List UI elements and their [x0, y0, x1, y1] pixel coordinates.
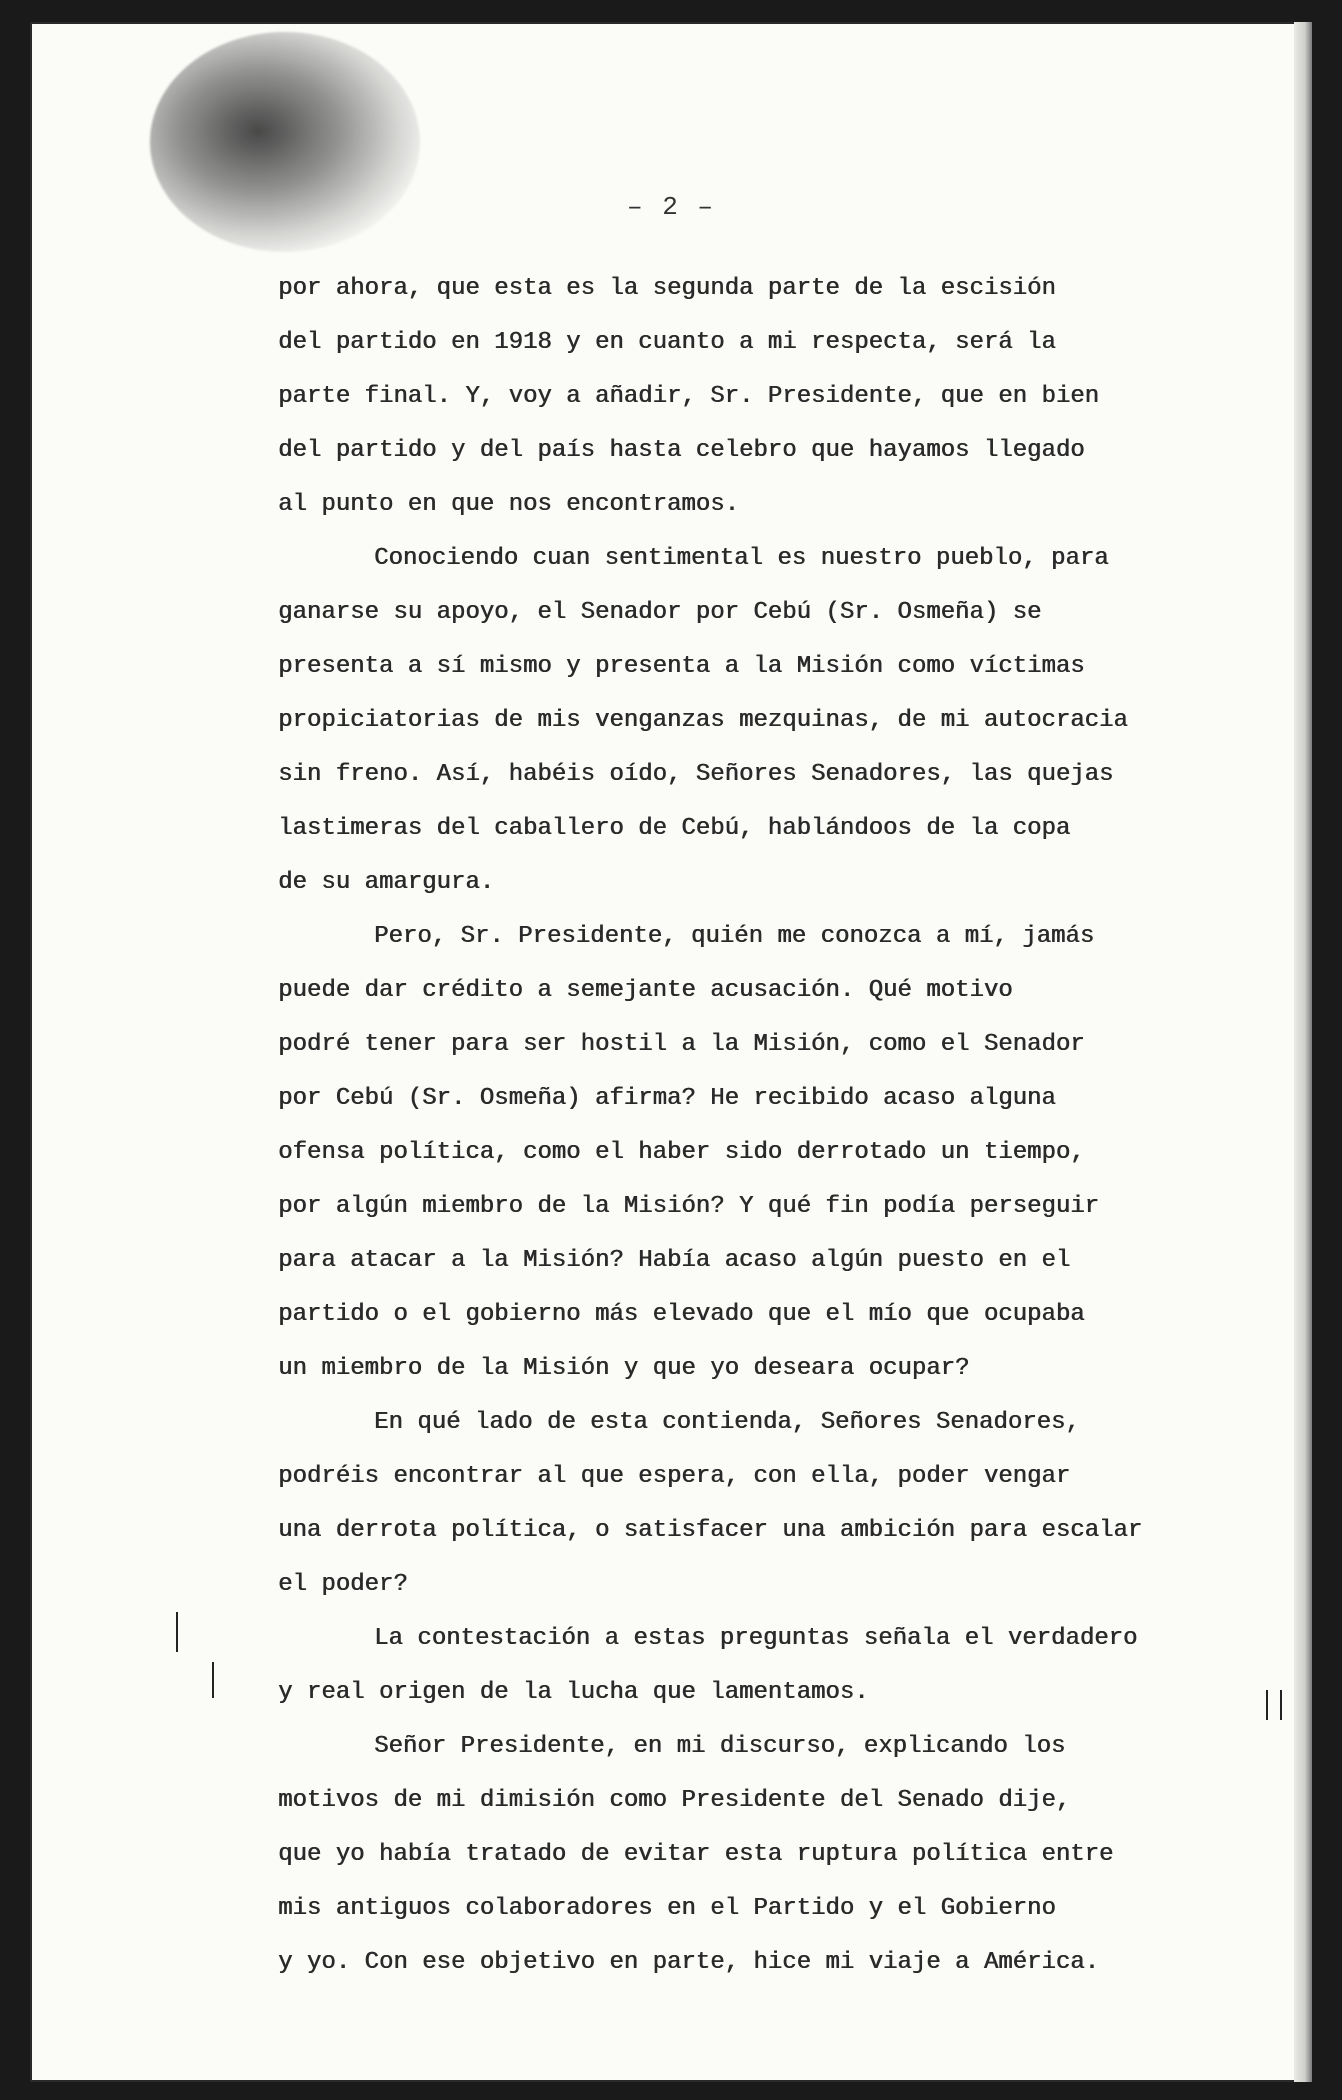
text-line: parte final. Y, voy a añadir, Sr. Presidente, que en bien	[278, 383, 1099, 410]
text-line: propiciatorias de mis venganzas mezquinas, de mi autocracia	[278, 707, 1128, 734]
text-line: puede dar crédito a semejante acusación. Qué motivo	[278, 977, 1013, 1004]
text-line: presenta a sí mismo y presenta a la Misión como víctimas	[278, 653, 1085, 680]
text-line: para atacar a la Misión? Había acaso algún puesto en el	[278, 1247, 1071, 1274]
text-line: de su amargura.	[278, 869, 495, 896]
text-line: una derrota política, o satisfacer una ambición para escalar	[278, 1517, 1143, 1544]
text-line: por ahora, que esta es la segunda parte de la escisión	[278, 275, 1056, 302]
margin-mark	[176, 1612, 178, 1652]
margin-mark	[1280, 1690, 1282, 1720]
margin-mark	[1266, 1690, 1268, 1720]
text-line: del partido y del país hasta celebro que hayamos llegado	[278, 437, 1085, 464]
text-line: el poder?	[278, 1571, 408, 1598]
text-line: del partido en 1918 y en cuanto a mi respecta, será la	[278, 329, 1056, 356]
text-line: Pero, Sr. Presidente, quién me conozca a mí, jamás	[374, 923, 1095, 950]
text-line: Señor Presidente, en mi discurso, explicando los	[374, 1733, 1066, 1760]
text-line: y real origen de la lucha que lamentamos.	[278, 1679, 869, 1706]
text-line: Conociendo cuan sentimental es nuestro pueblo, para	[374, 545, 1109, 572]
text-line: ofensa política, como el haber sido derrotado un tiempo,	[278, 1139, 1085, 1166]
document-page	[30, 22, 1312, 2082]
text-line: un miembro de la Misión y que yo deseara ocupar?	[278, 1355, 970, 1382]
page-number: – 2 –	[626, 192, 715, 222]
text-line: podréis encontrar al que espera, con ella, poder vengar	[278, 1463, 1071, 1490]
text-line: por Cebú (Sr. Osmeña) afirma? He recibido acaso alguna	[278, 1085, 1056, 1112]
text-line: motivos de mi dimisión como Presidente del Senado dije,	[278, 1787, 1071, 1814]
text-line: sin freno. Así, habéis oído, Señores Senadores, las quejas	[278, 761, 1114, 788]
text-line: partido o el gobierno más elevado que el mío que ocupaba	[278, 1301, 1085, 1328]
page-edge	[1294, 22, 1312, 2082]
text-line: que yo había tratado de evitar esta ruptura política entre	[278, 1841, 1114, 1868]
text-line: y yo. Con ese objetivo en parte, hice mi viaje a América.	[278, 1949, 1099, 1976]
text-line: En qué lado de esta contienda, Señores Senadores,	[374, 1409, 1080, 1436]
text-line: lastimeras del caballero de Cebú, hablándoos de la copa	[278, 815, 1071, 842]
text-line: podré tener para ser hostil a la Misión, como el Senador	[278, 1031, 1085, 1058]
document-body	[278, 262, 1258, 1990]
text-line: al punto en que nos encontramos.	[278, 491, 739, 518]
text-line: por algún miembro de la Misión? Y qué fin podía perseguir	[278, 1193, 1099, 1220]
text-line: mis antiguos colaboradores en el Partido y el Gobierno	[278, 1895, 1056, 1922]
text-line: ganarse su apoyo, el Senador por Cebú (Sr. Osmeña) se	[278, 599, 1042, 626]
text-line: La contestación a estas preguntas señala el verdadero	[374, 1625, 1138, 1652]
margin-mark	[212, 1662, 214, 1698]
